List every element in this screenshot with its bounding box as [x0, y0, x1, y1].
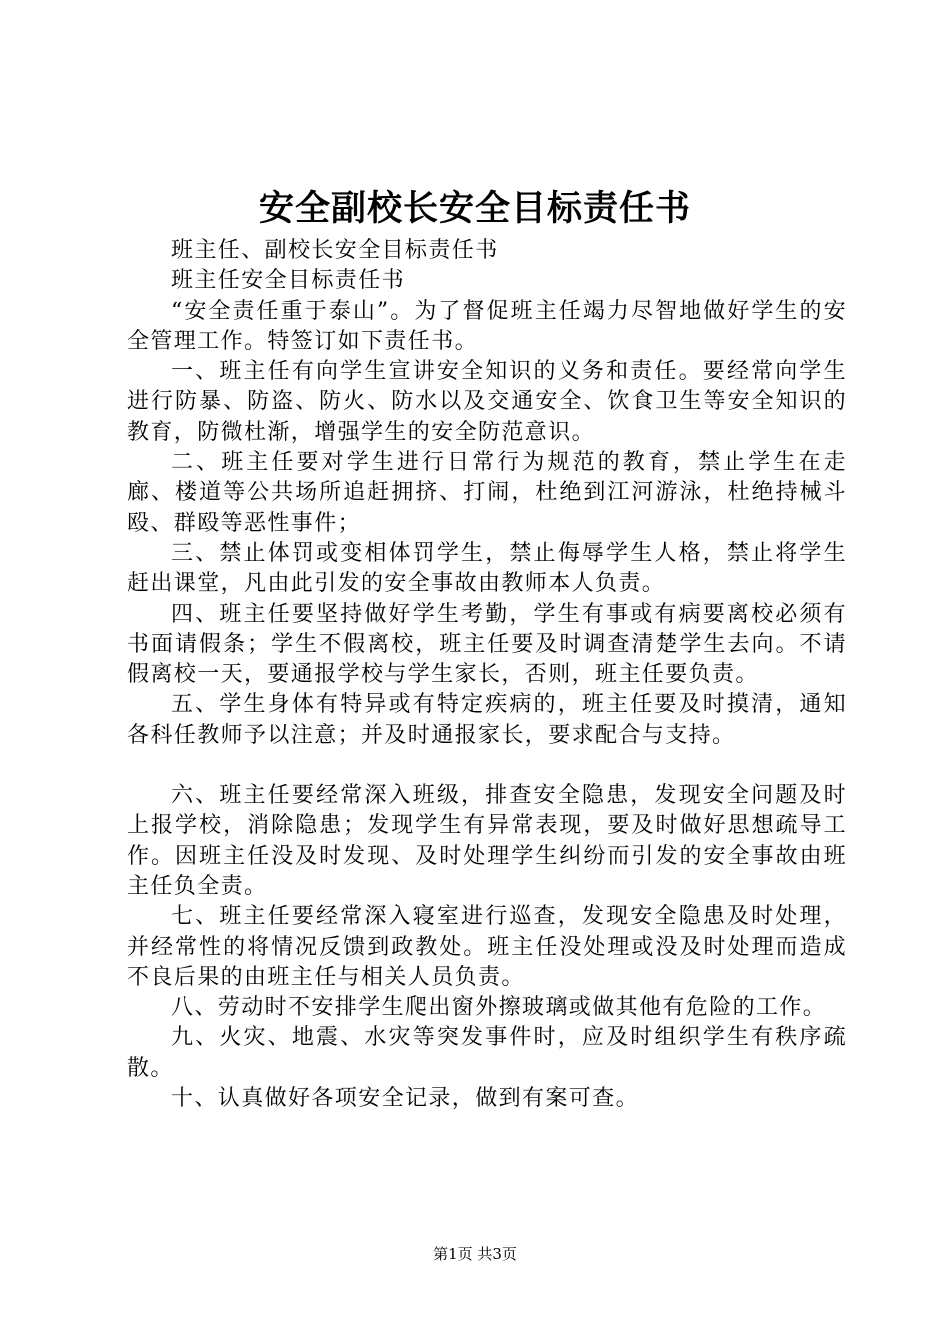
- paragraph-item-7: 七、班主任要经常深入寝室进行巡查，发现安全隐患及时处理，并经常性的将情况反馈到政教处。班主任没处理或没及时处理而造成不良后果的由班主任与相关人员负责。: [127, 904, 847, 990]
- paragraph-item-8: 八、劳动时不安排学生爬出窗外擦玻璃或做其他有危险的工作。: [171, 995, 827, 1021]
- document-body: [127, 236, 847, 1114]
- paragraph-item-1: 一、班主任有向学生宣讲安全知识的义务和责任。要经常向学生进行防暴、防盗、防火、防水以及交通安全、饮食卫生等安全知识的教育，防微杜渐，增强学生的安全防范意识。: [127, 359, 847, 445]
- paragraph-spacer: [127, 751, 847, 781]
- paragraph-item-2: 二、班主任要对学生进行日常行为规范的教育，禁止学生在走廊、楼道等公共场所追赶拥挤、打闹，杜绝到江河游泳，杜绝持械斗殴、群殴等恶性事件；: [127, 450, 847, 536]
- paragraph-subtitle-2: 班主任安全目标责任书: [171, 268, 406, 294]
- paragraph-item-10: 十、认真做好各项安全记录，做到有案可查。: [171, 1086, 640, 1112]
- paragraph-intro: “安全责任重于泰山”。为了督促班主任竭力尽智地做好学生的安全管理工作。特签订如下责任书。: [127, 298, 847, 354]
- paragraph-item-5: 五、学生身体有特异或有特定疾病的，班主任要及时摸清，通知各科任教师予以注意；并及时通报家长，要求配合与支持。: [127, 692, 847, 748]
- paragraph-subtitle-1: 班主任、副校长安全目标责任书: [171, 238, 499, 263]
- paragraph-item-3: 三、禁止体罚或变相体罚学生，禁止侮辱学生人格，禁止将学生赶出课堂，凡由此引发的安全事故由教师本人负责。: [127, 540, 847, 597]
- paragraph-item-9: 九、火灾、地震、水灾等突发事件时，应及时组织学生有秩序疏散。: [127, 1025, 847, 1081]
- paragraph-item-4: 四、班主任要坚持做好学生考勤，学生有事或有病要离校必须有书面请假条；学生不假离校，班主任要及时调查清楚学生去向。不请假离校一天，要通报学校与学生家长，否则，班主任要负责。: [127, 601, 847, 688]
- page-number-footer: 第1页 共3页: [433, 1245, 517, 1263]
- document-title: 安全副校长安全目标责任书: [258, 188, 691, 229]
- paragraph-item-6: 六、班主任要经常深入班级，排查安全隐患，发现安全问题及时上报学校，消除隐患；发现学生有异常表现，要及时做好思想疏导工作。因班主任没及时发现、及时处理学生纠纷而引发的安全事故由班主任负全责。: [127, 783, 847, 899]
